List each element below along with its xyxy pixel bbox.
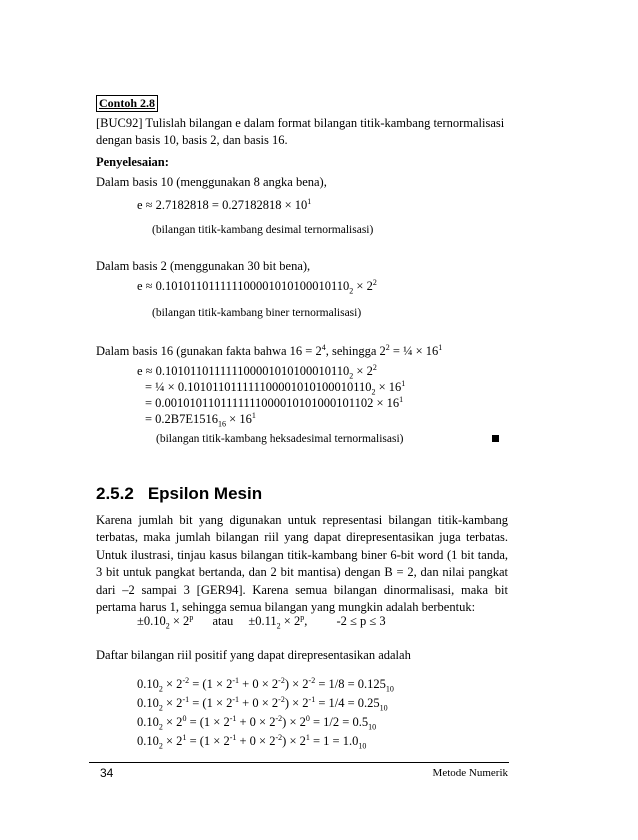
list-item: $0.10_2 \times 2^{-2} = (1 \times 2^{-1} + 0 \times 2^{-2}) \times 2^{-2} = 1/8 = 0.125_{10}$ [137,675,394,694]
base16-line-4: = $0.2B7E1516_{16} \times 16^1$ [145,410,256,429]
solution-label: Penyelesaian: [96,155,169,169]
base16-line-2: = ¼ × $0.101011011111100001010100010110_2 \times 16^1$ [145,378,406,397]
base2-equation: $e \approx 0.101011011111100001010100010110_2 \times 2^2$ [137,277,377,296]
base16-note: (bilangan titik-kambang heksadesimal ternormalisasi) [156,433,404,445]
number-form: $\pm 0.10_2 \times 2^p$ atau $\pm 0.11_2 \times 2^p$, -2 ≤ p ≤ 3 [137,612,386,631]
base10-intro: Dalam basis 10 (menggunakan 8 angka bena), [96,175,327,189]
page-number: 34 [100,766,114,780]
example-label: Contoh 2.8 [96,95,158,112]
section-heading: 2.5.2 Epsilon Mesin [96,484,263,503]
list-item: $0.10_2 \times 2^0 = (1 \times 2^{-1} + 0 \times 2^{-2}) \times 2^0 = 1/2 = 0.5_{10}$ [137,713,377,732]
list-item: $0.10_2 \times 2^1 = (1 \times 2^{-1} + 0 \times 2^{-2}) \times 2^1 = 1 = 1.0_{10}$ [137,732,367,751]
base2-note: (bilangan titik-kambang biner ternormalisasi) [152,307,362,319]
list-item: $0.10_2 \times 2^{-1} = (1 \times 2^{-1} + 0 \times 2^{-2}) \times 2^{-1} = 1/4 = 0.25_{10}$ [137,694,388,713]
section-paragraph-1: Karena jumlah bit yang digunakan untuk representasi bilangan titik-kambang terbatas, maka jumlah bilangan riil yang dapat direpresentasikan juga terbatas. Untuk ilustrasi, tinjau kasus bilangan titik-kambang biner 6-bit word (1 bit tanda, 3 bit untuk pangkat bertanda, dan 2 bit mantisa) dengan B = 2, dan nilai pangkat dari –2 sampai 3 [GER94]. Karena semua bilangan dinormalisasi, maka bit pertama harus 1, sehingga semua bilangan yang mungkin adalah berbentuk: [96,513,508,615]
base16-line-3: = $0.0010101101111111000010101000101102 \times 16^1$ [145,394,404,410]
base10-equation: $e \approx 2.7182818 = 0.27182818 \times 10^1$ [137,196,312,212]
base16-intro: Dalam basis 16 (gunakan fakta bahwa $16 = 2^4$, sehingga $2^2$ = ¼ × $16^1$ [96,342,443,358]
footer-rule [89,762,509,763]
example-task: [BUC92] Tulislah bilangan e dalam format bilangan titik-kambang ternormalisasi dengan basis 10, basis 2, dan basis 16. [96,116,505,147]
base2-intro: Dalam basis 2 (menggunakan 30 bit bena), [96,259,311,273]
base16-line-1: $e \approx 0.101011011111100001010100010110_2 \times 2^2$ [137,362,377,381]
base10-note: (bilangan titik-kambang desimal ternormalisasi) [152,224,374,236]
end-of-example-mark [492,435,499,442]
section-paragraph-2: Daftar bilangan riil positif yang dapat direpresentasikan adalah [96,648,411,662]
book-title: Metode Numerik [432,767,508,779]
